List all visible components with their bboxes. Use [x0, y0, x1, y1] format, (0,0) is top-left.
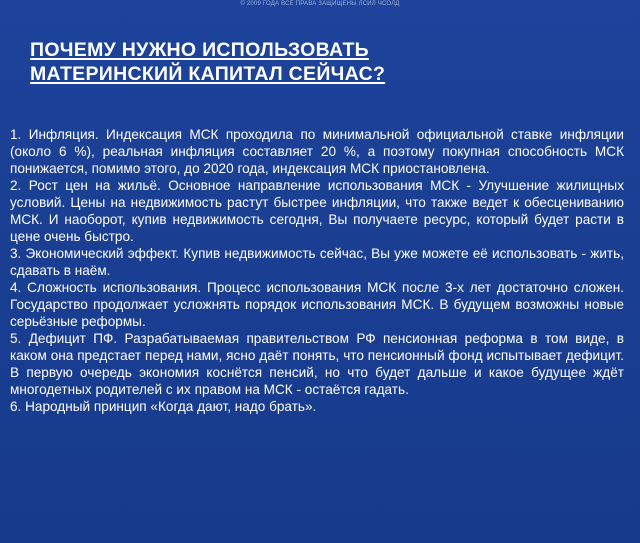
title-line-2: МАТЕРИНСКИЙ КАПИТАЛ СЕЙЧАС? [30, 63, 386, 85]
reason-item-inflation: 1. Инфляция. Индексация МСК проходила по минимальной официальной ставке инфляции (около 6 %), реальная инфляция составляет 20 %, а поэтому покупная способность МСК понижается, помимо этого, до 2020 года, индексация МСК приостановлена. [10, 127, 624, 176]
reason-item-complexity: 4. Сложность использования. Процесс использования МСК после 3-х лет достаточно сложен. Государство продолжает усложнять порядок использования МСК. В будущем возможны новые серьёзные реформы. [10, 280, 624, 329]
reason-item-housing-prices: 2. Рост цен на жильё. Основное направление использования МСК - Улучшение жилищных условий. Цены на недвижимость растут быстрее инфляции, что также ведет к обесцениванию МСК. И наоборот, купив недвижимость сегодня, Вы получаете ресурс, который будет расти в цене очень быстро. [10, 178, 624, 244]
reason-item-economic-effect: 3. Экономический эффект. Купив недвижимость сейчас, Вы уже можете её использовать - жить, сдавать в наём. [10, 246, 624, 278]
title-line-1: ПОЧЕМУ НУЖНО ИСПОЛЬЗОВАТЬ [30, 39, 369, 61]
slide-title [30, 38, 590, 86]
reason-item-folk-principle: 6. Народный принцип «Когда дают, надо брать». [10, 399, 317, 414]
reason-item-pension-deficit: 5. Дефицит ПФ. Разрабатываемая правительством РФ пенсионная реформа в том виде, в каком она предстает перед нами, ясно даёт понять, что пенсионный фонд испытывает дефицит. В первую очередь экономия коснётся пенсий, но что будет дальше и какое будущее ждёт многодетных родителей с их правом на МСК - остаётся гадать. [10, 331, 624, 397]
copyright-notice: © 2009 ГОДА ВСЕ ПРАВА ЗАЩИЩЕНЫ ЛСИЛ ЧСОЛД [240, 1, 400, 7]
reasons-list [10, 126, 624, 415]
